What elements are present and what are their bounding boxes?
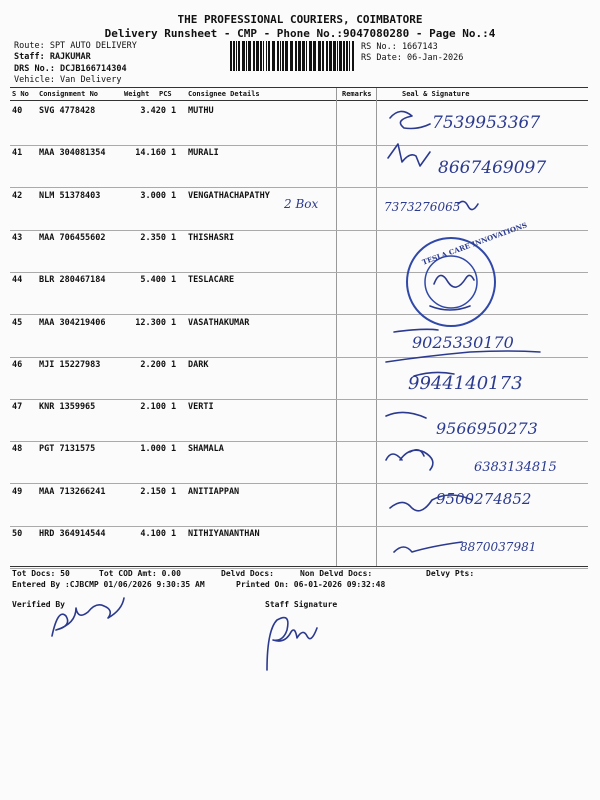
row-sno: 46 bbox=[12, 359, 23, 370]
subtitle: Delivery Runsheet - CMP - Phone No.:9047080280 - Page No.:4 bbox=[104, 27, 496, 40]
col-consignee: Consignee Details bbox=[188, 90, 260, 98]
row-weight: 1.000 bbox=[140, 444, 166, 455]
row-pcs: 1 bbox=[171, 275, 177, 286]
row-sno: 49 bbox=[12, 486, 23, 497]
row-consignment: SVG 4778428 bbox=[39, 106, 96, 116]
row-pcs: 1 bbox=[171, 529, 177, 539]
tot-cod: Tot COD Amt: 0.00 bbox=[99, 569, 181, 578]
row-weight: 14.160 bbox=[135, 148, 166, 159]
phone-row-42: 7373276065 bbox=[384, 200, 461, 214]
row-sno: 43 bbox=[12, 232, 23, 243]
printed-on: Printed On: 06-01-2026 09:32:48 bbox=[236, 580, 386, 589]
note-2-box: 2 Box bbox=[284, 197, 319, 211]
row-consignee: SHAMALA bbox=[188, 444, 224, 455]
row-sno: 50 bbox=[12, 529, 23, 539]
row-pcs: 1 bbox=[171, 106, 177, 116]
row-consignment: PGT 7131575 bbox=[39, 444, 96, 455]
col-weight: Weight bbox=[124, 90, 150, 98]
col-sno: S No bbox=[12, 90, 29, 98]
row-pcs: 1 bbox=[171, 148, 177, 159]
staff: Staff: RAJKUMAR bbox=[14, 52, 91, 62]
row-sno: 47 bbox=[12, 402, 23, 413]
row-weight: 2.150 bbox=[140, 486, 166, 497]
row-weight: 3.000 bbox=[140, 190, 166, 201]
row-weight: 3.420 bbox=[140, 106, 166, 116]
row-consignment: MJI 15227983 bbox=[39, 359, 101, 370]
phone-row-45: 9025330170 bbox=[412, 333, 514, 352]
row-pcs: 1 bbox=[171, 402, 177, 413]
row-consignee: ANITIAPPAN bbox=[188, 486, 240, 497]
phone-row-47: 9566950273 bbox=[436, 419, 538, 438]
row-consignee: TESLACARE bbox=[188, 275, 235, 286]
row-consignee: DARK bbox=[188, 359, 209, 370]
verified-by: Verified By bbox=[12, 600, 65, 609]
row-consignment: MAA 304081354 bbox=[39, 148, 106, 159]
row-weight: 12.300 bbox=[135, 317, 166, 328]
phone-row-49: 9500274852 bbox=[436, 490, 532, 508]
row-pcs: 1 bbox=[171, 190, 177, 201]
row-consignment: KNR 1359965 bbox=[39, 402, 96, 413]
staff-signature-ink bbox=[255, 606, 355, 676]
row-sno: 42 bbox=[12, 190, 23, 201]
row-sno: 48 bbox=[12, 444, 23, 455]
phone-row-40: 7539953367 bbox=[432, 113, 541, 133]
rs-no: RS No.: 1667143 bbox=[361, 42, 438, 52]
row-pcs: 1 bbox=[171, 317, 177, 328]
phone-row-48: 6383134815 bbox=[474, 460, 557, 475]
row-pcs: 1 bbox=[171, 444, 177, 455]
row-consignee: NITHIYANANTHAN bbox=[188, 529, 260, 539]
row-consignee: VERTI bbox=[188, 402, 214, 413]
title: THE PROFESSIONAL COURIERS, COIMBATORE bbox=[177, 13, 423, 26]
row-consignment: NLM 51378403 bbox=[39, 190, 101, 201]
entered-by: Entered By :CJBCMP 01/06/2026 9:30:35 AM bbox=[12, 580, 205, 589]
col-pcs: PCS bbox=[159, 90, 172, 98]
non-delvd-docs: Non Delvd Docs: bbox=[300, 569, 373, 578]
row-weight: 5.400 bbox=[140, 275, 166, 286]
row-sno: 44 bbox=[12, 275, 23, 286]
verified-signature bbox=[38, 584, 138, 644]
col-remarks: Remarks bbox=[342, 90, 372, 98]
rs-date: RS Date: 06-Jan-2026 bbox=[361, 53, 464, 63]
row-consignment: BLR 280467184 bbox=[39, 275, 106, 286]
row-consignment: MAA 304219406 bbox=[39, 317, 106, 328]
drs-no: DRS No.: DCJB166714304 bbox=[14, 64, 127, 74]
phone-row-46: 9944140173 bbox=[408, 373, 523, 394]
row-consignment: HRD 364914544 bbox=[39, 529, 106, 539]
phone-row-50: 8870037981 bbox=[460, 540, 537, 554]
col-seal: Seal & Signature bbox=[402, 90, 470, 98]
row-consignment: MAA 713266241 bbox=[39, 486, 106, 497]
row-pcs: 1 bbox=[171, 486, 177, 497]
row-consignee: THISHASRI bbox=[188, 232, 235, 243]
row-consignee: MURALI bbox=[188, 148, 219, 159]
row-consignee: VENGATHACHAPATHY bbox=[188, 190, 270, 201]
row-consignee: MUTHU bbox=[188, 106, 214, 116]
row-weight: 2.100 bbox=[140, 402, 166, 413]
header-rule-top bbox=[10, 87, 588, 88]
row-weight: 2.350 bbox=[140, 232, 166, 243]
vehicle: Vehicle: Van Delivery bbox=[14, 75, 122, 85]
row-consignee: VASATHAKUMAR bbox=[188, 317, 250, 328]
row-consignment: MAA 706455602 bbox=[39, 232, 106, 243]
row-sno: 41 bbox=[12, 148, 23, 159]
barcode bbox=[230, 41, 358, 71]
footer-rule bbox=[10, 566, 588, 567]
delvd-docs: Delvd Docs: bbox=[221, 569, 274, 578]
row-sno: 40 bbox=[12, 106, 23, 116]
delvy-pts: Delvy Pts: bbox=[426, 569, 475, 578]
row-pcs: 1 bbox=[171, 359, 177, 370]
row-weight: 2.200 bbox=[140, 359, 166, 370]
row-pcs: 1 bbox=[171, 232, 177, 243]
stamp-text: TESLA CARE INNOVATIONS bbox=[420, 220, 529, 267]
tot-docs: Tot Docs: 50 bbox=[12, 569, 70, 578]
route: Route: SPT AUTO DELIVERY bbox=[14, 41, 137, 51]
staff-signature: Staff Signature bbox=[265, 600, 338, 609]
row-weight: 4.100 bbox=[140, 529, 166, 539]
row-sno: 45 bbox=[12, 317, 23, 328]
col-consignment: Consignment No bbox=[39, 90, 99, 98]
phone-row-41: 8667469097 bbox=[438, 158, 547, 178]
